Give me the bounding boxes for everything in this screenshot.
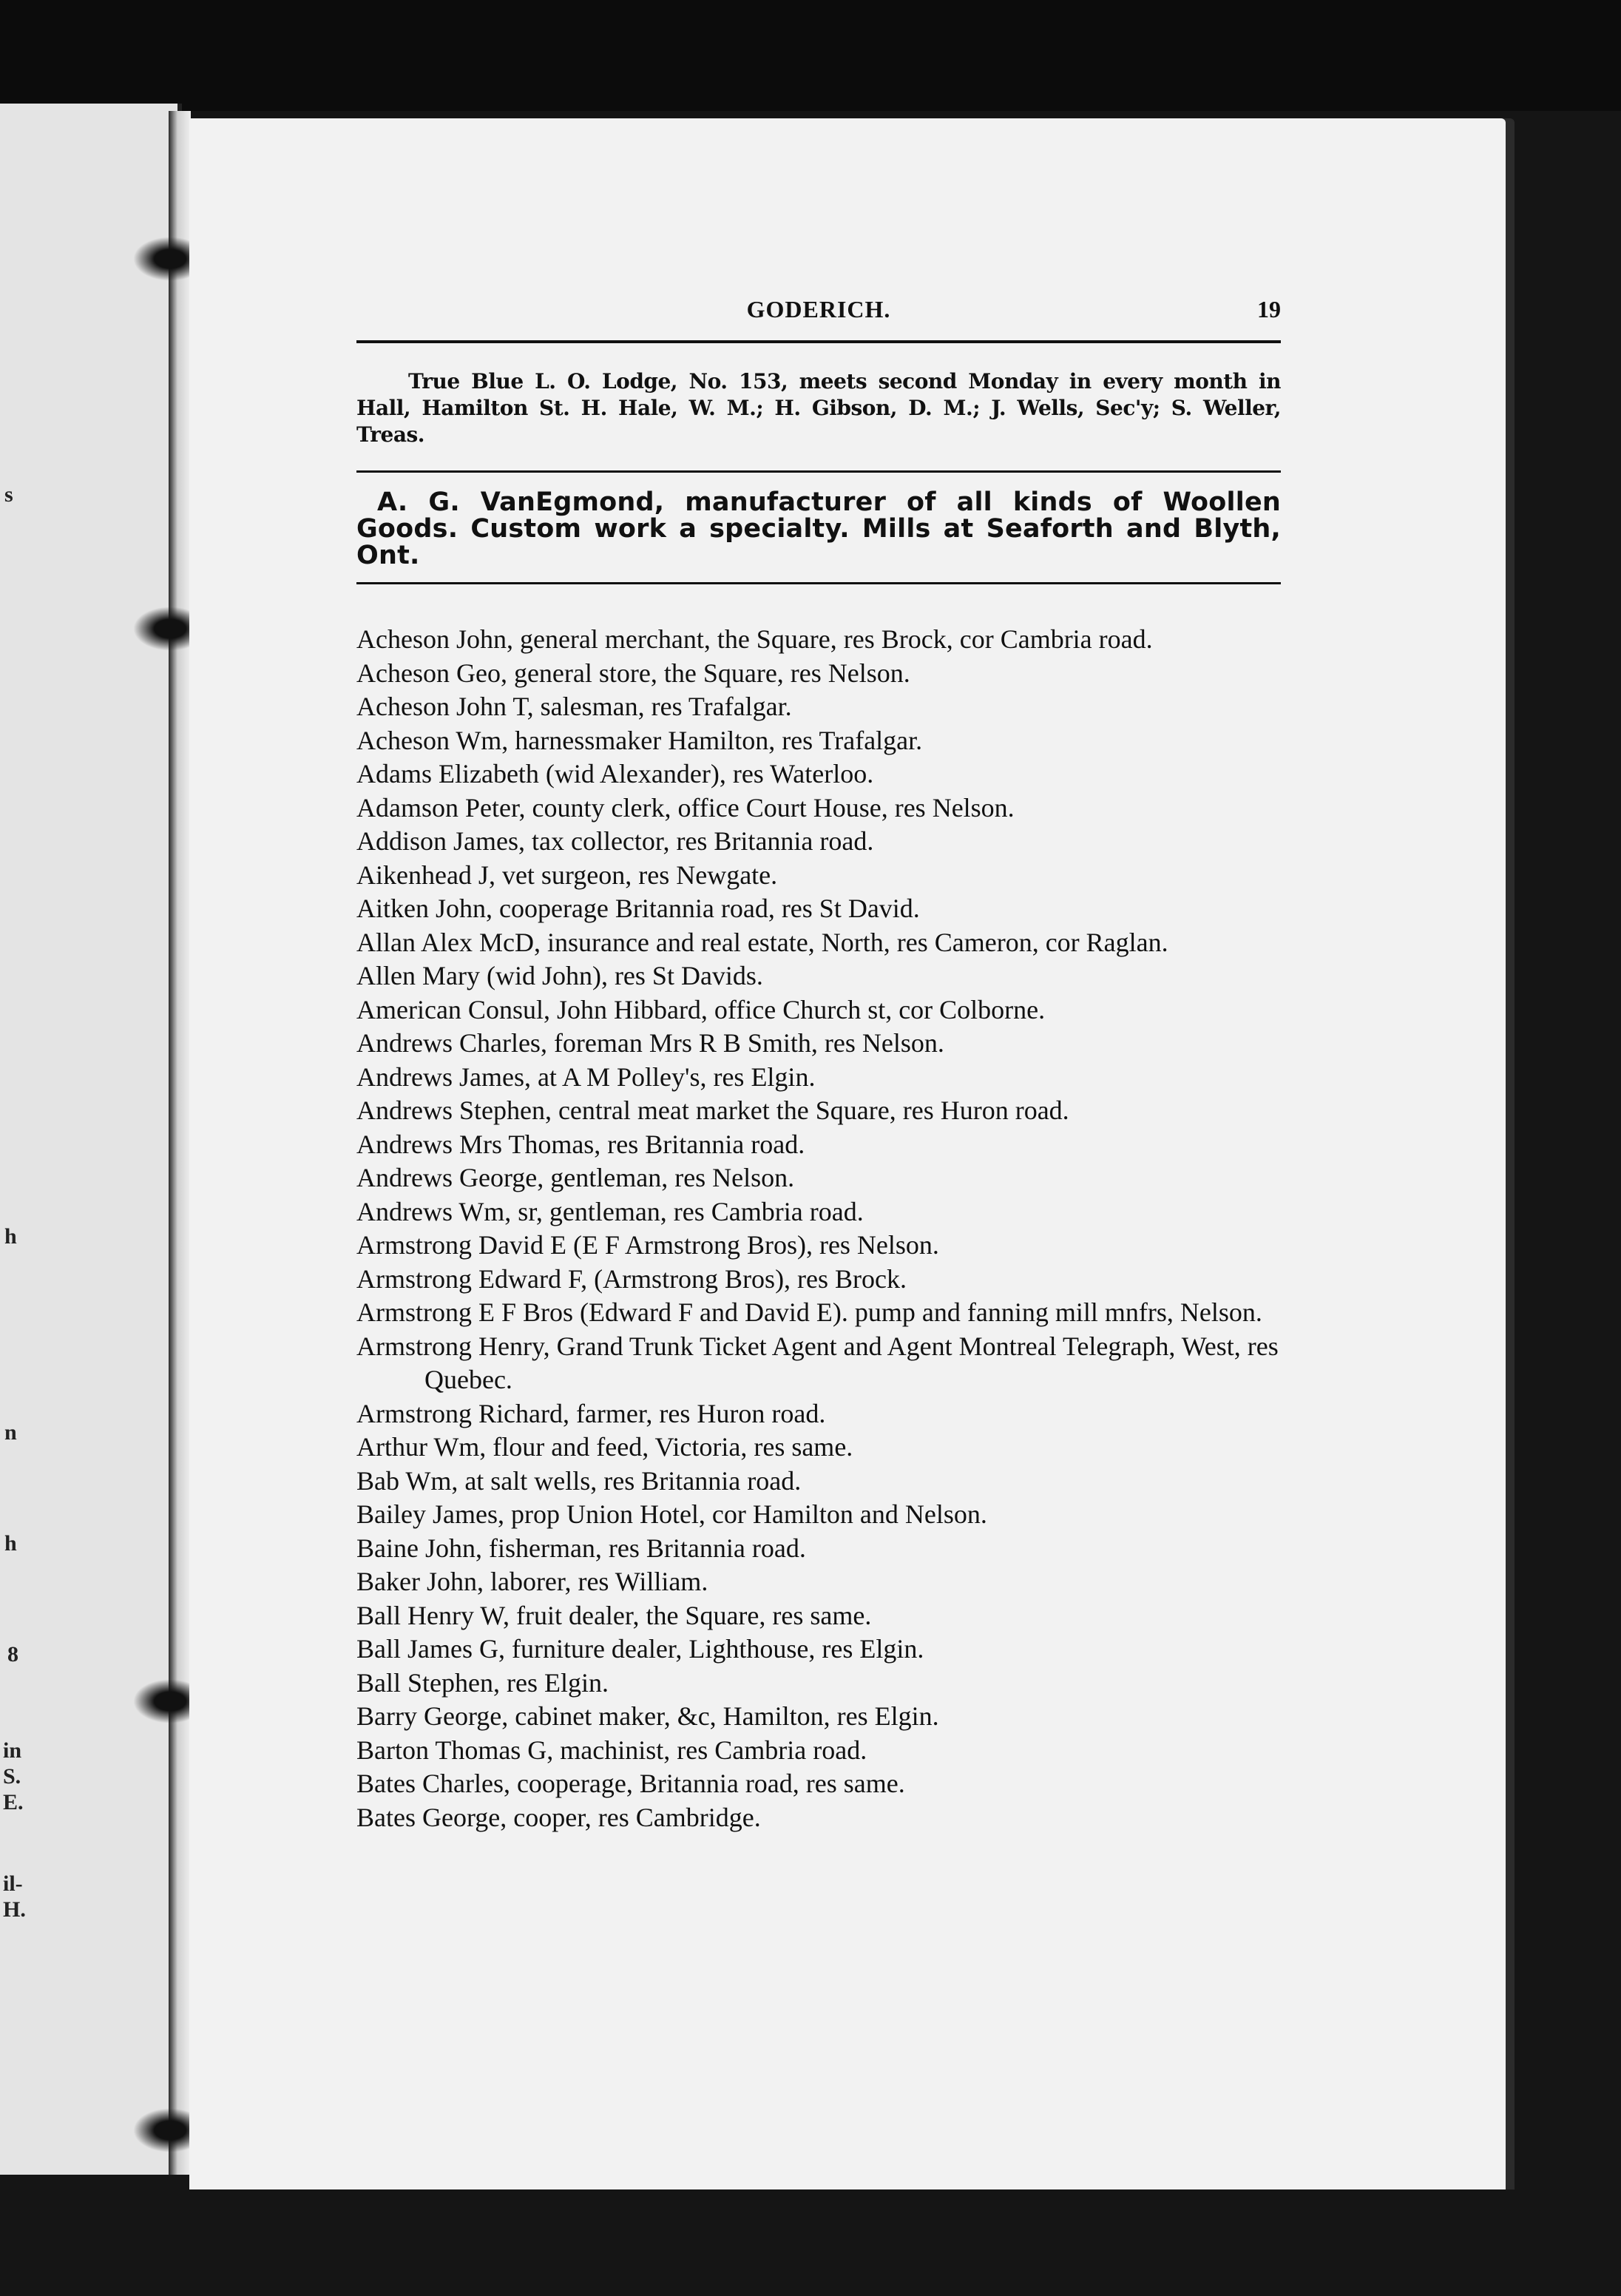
facing-page-fragment: 8 (7, 1642, 18, 1667)
directory-entry: Bates Charles, cooperage, Britannia road, res same. (356, 1769, 905, 1798)
directory-entry: Adams Elizabeth (wid Alexander), res Waterloo. (356, 759, 874, 789)
facing-page-fragment: S. (3, 1764, 21, 1789)
directory-entry: Adamson Peter, county clerk, office Court House, res Nelson. (356, 792, 1015, 823)
directory-entry: Armstrong David E (E F Armstrong Bros), res Nelson. (356, 1230, 939, 1260)
book-gutter (169, 111, 191, 2175)
directory-entry: Ball James G, furniture dealer, Lighthouse, res Elgin. (356, 1634, 924, 1664)
scan-background (0, 0, 1621, 111)
directory-entry: Andrews Mrs Thomas, res Britannia road. (356, 1129, 805, 1159)
divider-rule (356, 470, 1281, 473)
page-number: 19 (1257, 296, 1281, 323)
directory-entry: Bailey James, prop Union Hotel, cor Hamilton and Nelson. (356, 1499, 987, 1529)
facing-page-fragment: in (3, 1738, 22, 1763)
directory-entry: Arthur Wm, flour and feed, Victoria, res same. (356, 1432, 853, 1462)
directory-entry: Aitken John, cooperage Britannia road, res St David. (356, 894, 920, 923)
directory-entry: Armstrong Richard, farmer, res Huron road. (356, 1398, 826, 1428)
directory-entries (356, 623, 1281, 1834)
directory-entry: Acheson Wm, harnessmaker Hamilton, res Trafalgar. (356, 725, 923, 755)
directory-entry: American Consul, John Hibbard, office Church st, cor Colborne. (356, 994, 1046, 1024)
directory-entry: Bates George, cooper, res Cambridge. (356, 1802, 761, 1832)
directory-entry: Andrews Stephen, central meat market the Square, res Huron road. (356, 1095, 1069, 1125)
facing-page-fragment: h (4, 1224, 17, 1249)
directory-entry: Andrews Wm, sr, gentleman, res Cambria road. (356, 1196, 864, 1226)
facing-page-fragment: n (4, 1420, 17, 1445)
facing-page-fragment: H. (3, 1897, 26, 1922)
facing-page-fragment: E. (3, 1790, 24, 1814)
facing-page-fragment: h (4, 1531, 17, 1556)
running-head (356, 296, 1281, 340)
directory-entry: Baine John, fisherman, res Britannia road. (356, 1533, 806, 1563)
directory-entry: Barton Thomas G, machinist, res Cambria road. (356, 1735, 867, 1765)
directory-entry: Acheson John, general merchant, the Square, res Brock, cor Cambria road. (356, 624, 1153, 654)
lodge-notice: True Blue L. O. Lodge, No. 153, meets second Monday in every month in Hall, Hamilton St. H. Hale, W. M.; H. Gibson, D. M.; J. Wells, Sec'y; S. Weller, Treas. (356, 369, 1281, 447)
facing-page-fragment: s (4, 482, 13, 507)
directory-entry: Ball Stephen, res Elgin. (356, 1667, 609, 1698)
directory-entry: Acheson Geo, general store, the Square, res Nelson. (356, 658, 910, 688)
directory-entry: Allan Alex McD, insurance and real estate, North, res Cameron, cor Raglan. (356, 927, 1168, 957)
facing-page (0, 104, 182, 2175)
directory-entry: Baker John, laborer, res William. (356, 1567, 708, 1596)
directory-entry: Andrews George, gentleman, res Nelson. (356, 1163, 795, 1192)
directory-entry: Addison James, tax collector, res Britannia road. (356, 826, 874, 856)
directory-entry: Andrews Charles, foreman Mrs R B Smith, res Nelson. (356, 1028, 944, 1058)
directory-entry: Andrews James, at A M Polley's, res Elgin. (356, 1061, 816, 1092)
directory-entry: Allen Mary (wid John), res St Davids. (356, 961, 763, 990)
directory-entry: Armstrong E F Bros (Edward F and David E). pump and fanning mill mnfrs, Nelson. (356, 1297, 1262, 1327)
divider-rule (356, 582, 1281, 584)
page-content (356, 296, 1281, 1834)
directory-entry: Aikenhead J, vet surgeon, res Newgate. (356, 860, 778, 890)
directory-entry: Bab Wm, at salt wells, res Britannia road. (356, 1465, 802, 1496)
directory-entry: Barry George, cabinet maker, &c, Hamilton, res Elgin. (356, 1701, 939, 1731)
directory-entry: Ball Henry W, fruit dealer, the Square, res same. (356, 1600, 872, 1630)
advertisement: A. G. VanEgmond, manufacturer of all kinds of Woollen Goods. Custom work a specialty. Mills at Seaforth and Blyth, Ont. (356, 487, 1281, 570)
facing-page-fragment: il- (3, 1871, 23, 1896)
header-rule (356, 340, 1281, 343)
page-title: GODERICH. (746, 296, 891, 323)
directory-entry: Acheson John T, salesman, res Trafalgar. (356, 692, 792, 721)
directory-entry: Armstrong Edward F, (Armstrong Bros), res Brock. (356, 1263, 907, 1294)
directory-entry: Armstrong Henry, Grand Trunk Ticket Agent and Agent Montreal Telegraph, West, res Quebec. (356, 1331, 1279, 1394)
